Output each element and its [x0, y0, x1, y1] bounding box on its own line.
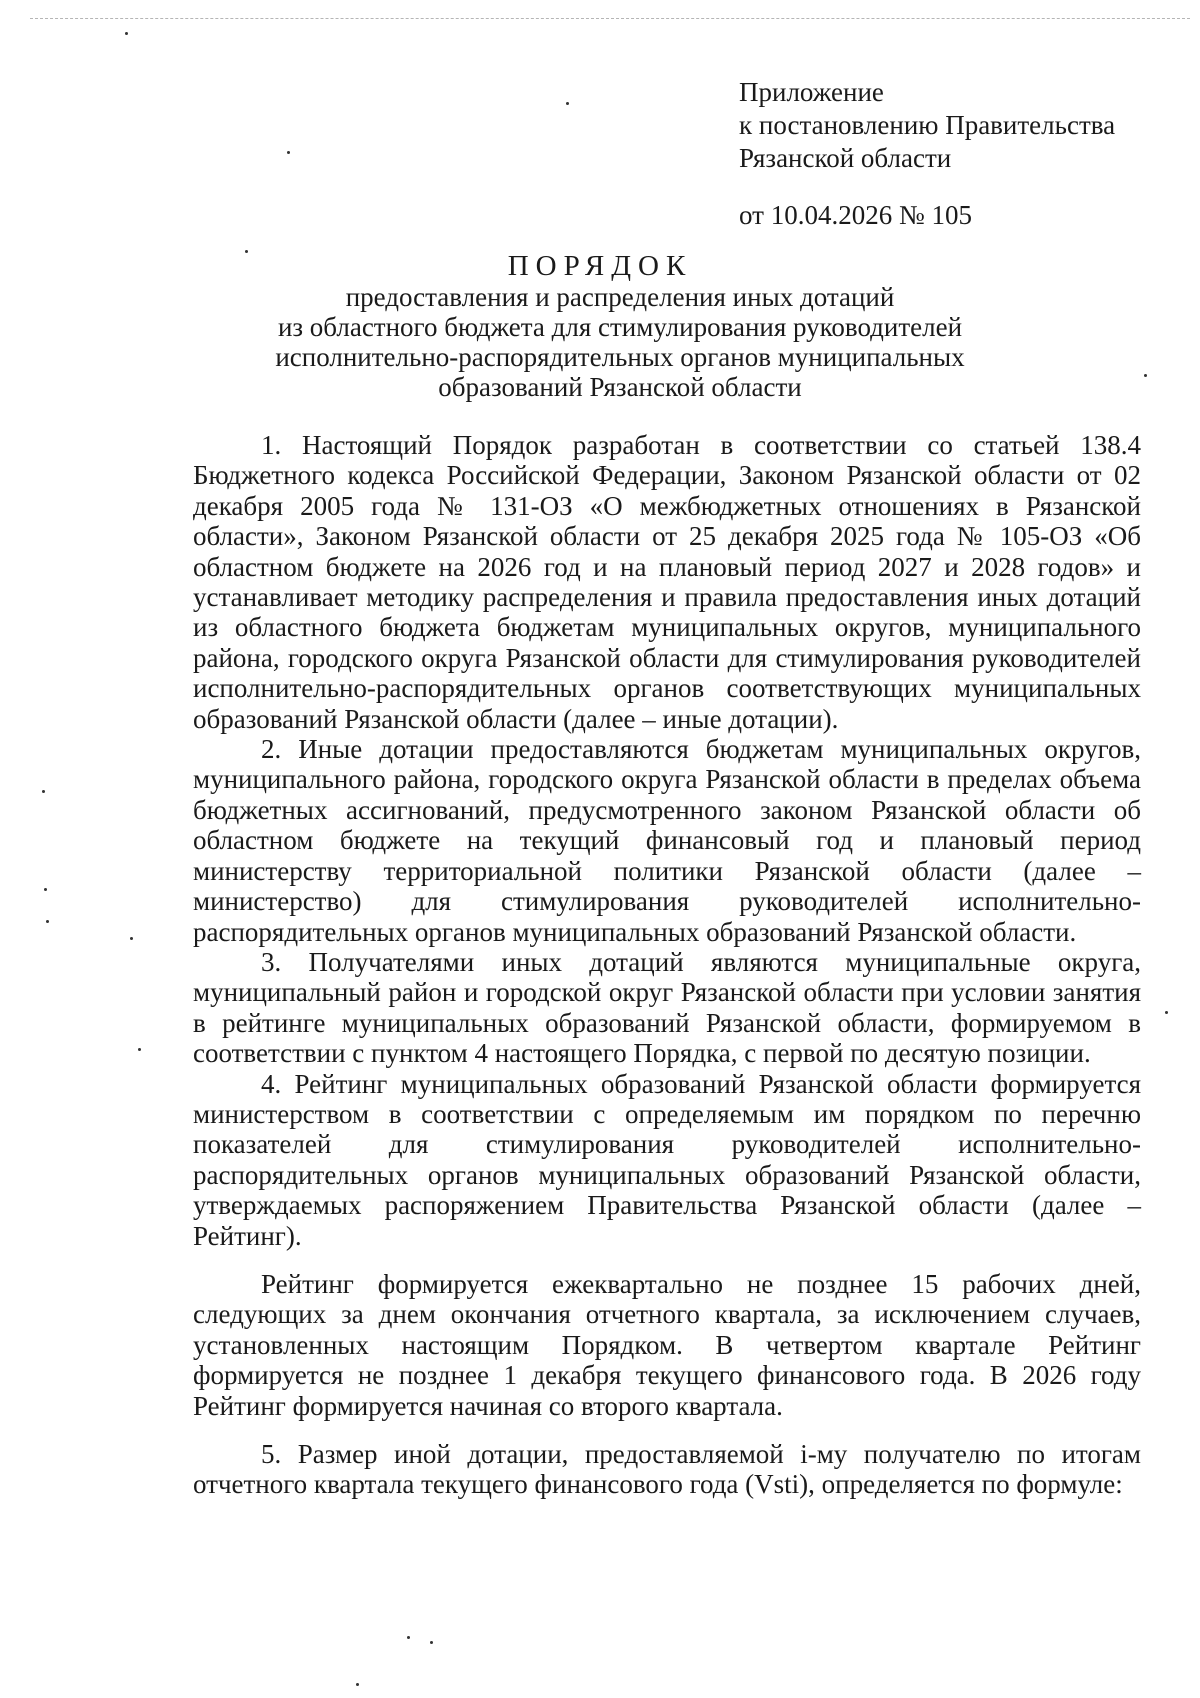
scan-speck — [356, 1683, 359, 1686]
paragraph-3: 3. Получателями иных дотаций являются муниципальные округа, муниципальный район и городской округ Рязанской области при условии занятия в рейтинге муниципальных образований Рязанской области, формируемом в соответствии с пунктом 4 настоящего Порядка, с первой по десятую позиции. — [193, 946, 1141, 1069]
appendix-label: Приложение — [739, 77, 884, 107]
subtitle-line: исполнительно-распорядительных органов муниципальных — [275, 342, 965, 372]
scan-speck — [287, 151, 290, 154]
paragraph-4-continued: Рейтинг формируется ежеквартально не позднее 15 рабочих дней, следующих за днем окончания отчетного квартала, за исключением случаев, установленных настоящим Порядком. В четвертом квартале Рейтинг формируется не позднее 1 декабря текущего финансового года. В 2026 году Рейтинг формируется начиная со второго квартала. — [193, 1268, 1141, 1421]
paragraph-4: 4. Рейтинг муниципальных образований Рязанской области формируется министерством в соответствии с определяемым им порядком по перечню показателей для стимулирования руководителей исполнительно-распорядительных органов муниципальных образований Рязанской области, утверждаемых распоряжением Правительства Рязанской области (далее – Рейтинг). — [193, 1068, 1141, 1251]
appendix-date-number: от 10.04.2026 № 105 — [739, 200, 972, 230]
paragraph-2: 2. Иные дотации предоставляются бюджетам муниципальных округов, муниципального района, городского округа Рязанской области в пределах объема бюджетных ассигнований, предусмотренного законом Рязанской области об областном бюджете на текущий финансовый год и плановый период министерству территориальной политики Рязанской области (далее – министерство) для стимулирования руководителей исполнительно-распорядительных органов муниципальных образований Рязанской области. — [193, 734, 1141, 947]
appendix-note — [739, 76, 1159, 232]
subtitle-line: из областного бюджета для стимулирования руководителей — [277, 312, 963, 342]
scan-speck — [566, 102, 569, 105]
scan-speck — [44, 888, 47, 891]
scan-top-edge — [30, 18, 1190, 19]
paragraph-1: 1. Настоящий Порядок разработан в соответствии со статьей 138.4 Бюджетного кодекса Российской Федерации, Законом Рязанской области от 02 декабря 2005 года № 131-ОЗ «О межбюджетных отношениях в Рязанской области», Законом Рязанской области от 25 декабря 2025 года № 105-ОЗ «Об областном бюджете на 2026 год и на плановый период 2027 и 2028 годов» и устанавливает методику распределения и правила предоставления иных дотаций из областного бюджета бюджетам муниципальных округов, муниципального района, городского округа Рязанской области для стимулирования руководителей исполнительно-распорядительных органов соответствующих муниципальных образований Рязанской области (далее – иные дотации). — [193, 430, 1141, 734]
scan-speck — [42, 790, 45, 793]
scan-speck — [46, 920, 49, 923]
scan-speck — [1144, 374, 1147, 377]
document-title: ПОРЯДОК — [507, 250, 693, 282]
subtitle-line: предоставления и распределения иных дотаций — [345, 282, 895, 312]
scan-speck — [130, 937, 133, 940]
scan-speck — [138, 1048, 141, 1051]
scan-speck — [125, 32, 128, 35]
paragraph-5: 5. Размер иной дотации, предоставляемой i-му получателю по итогам отчетного квартала текущего финансового года (Vsti), определяется по формуле: — [193, 1439, 1141, 1500]
document-body — [193, 430, 1141, 1500]
scan-speck — [430, 1641, 433, 1644]
subtitle-line: образований Рязанской области — [438, 372, 802, 402]
scan-speck — [1165, 1011, 1168, 1014]
scan-speck — [407, 1636, 410, 1639]
appendix-region: Рязанской области — [739, 143, 952, 173]
appendix-resolution-ref: к постановлению Правительства — [739, 110, 1116, 140]
document-subtitle — [250, 282, 990, 402]
